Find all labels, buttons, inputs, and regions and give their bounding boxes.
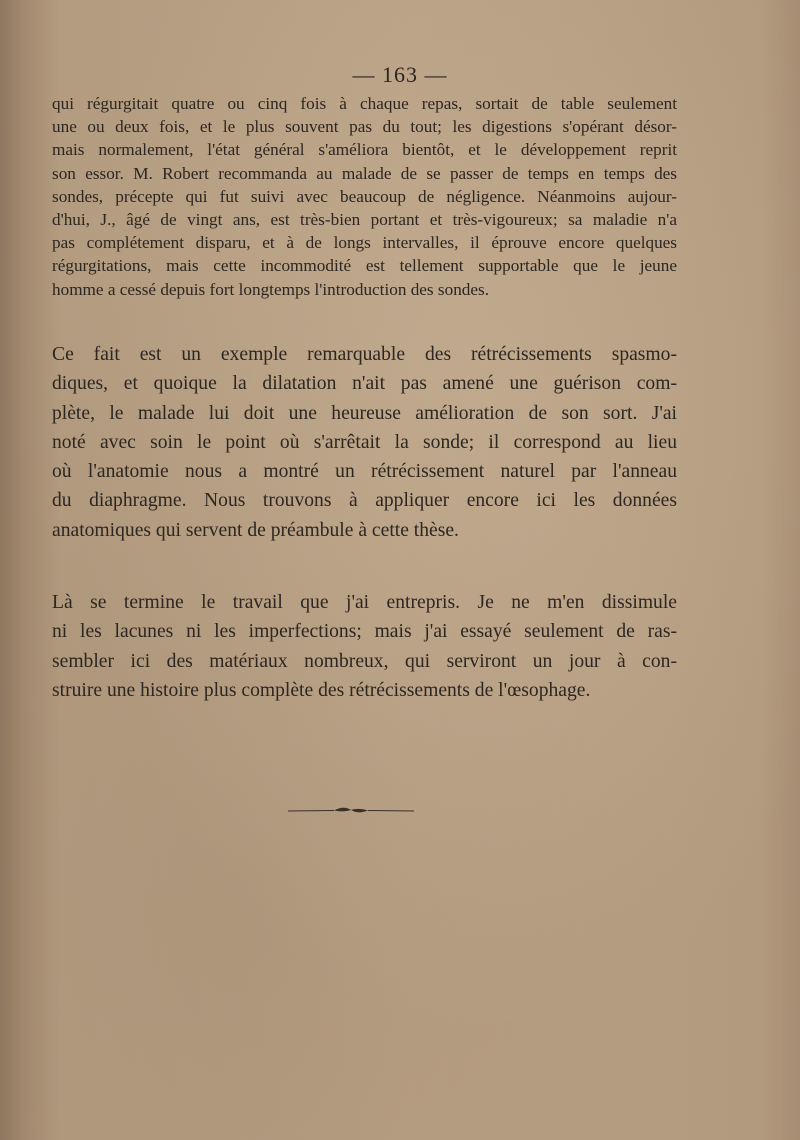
text-line: régurgitations, mais cette incommodité est tellement supportable que le jeune	[52, 256, 677, 276]
end-ornament	[286, 804, 416, 816]
text-line: diques, et quoique la dilatation n'ait pas amené une guérison com-	[52, 373, 677, 395]
text-line: une ou deux fois, et le plus souvent pas du tout; les digestions s'opérant désor-	[52, 117, 677, 137]
text-line: son essor. M. Robert recommanda au malade de se passer de temps en temps des	[52, 163, 677, 183]
text-line: homme a cessé depuis fort longtemps l'introduction des sondes.	[52, 279, 490, 299]
text-line: pas complétement disparu, et à de longs intervalles, il éprouve encore quelques	[52, 233, 677, 253]
paragraph-conclusion	[52, 588, 677, 705]
text-line: où l'anatomie nous a montré un rétrécissement naturel par l'anneau	[52, 461, 677, 483]
paragraph-case-report	[52, 92, 677, 301]
text-line: Ce fait est un exemple remarquable des rétrécissements spasmo-	[52, 344, 677, 365]
text-line: du diaphragme. Nous trouvons à appliquer encore ici les données	[52, 490, 677, 512]
text-line: plète, le malade lui doit une heureuse amélioration de son sort. J'ai	[52, 402, 677, 424]
paragraph-commentary	[52, 340, 677, 545]
text-line: Là se termine le travail que j'ai entrepris. Je ne m'en dissimule	[52, 592, 677, 613]
text-line: qui régurgitait quatre ou cinq fois à chaque repas, sortait de table seulement	[52, 94, 677, 113]
text-line: noté avec soin le point où s'arrêtait la sonde; il correspond au lieu	[52, 431, 677, 453]
text-line: struire une histoire plus complète des rétrécissements de l'œsophage.	[52, 679, 591, 701]
text-line: ni les lacunes ni les imperfections; mais j'ai essayé seulement de ras-	[52, 621, 677, 643]
text-line: d'hui, J., âgé de vingt ans, est très-bien portant et très-vigoureux; sa maladie n'a	[52, 210, 677, 230]
page-number: — 163 —	[352, 62, 448, 87]
text-line: mais normalement, l'état général s'améliora bientôt, et le développement reprit	[52, 140, 677, 160]
text-line: anatomiques qui servent de préambule à cette thèse.	[52, 519, 459, 541]
text-line: sembler ici des matériaux nombreux, qui serviront un jour à con-	[52, 650, 677, 672]
text-line: sondes, précepte qui fut suivi avec beaucoup de négligence. Néanmoins aujour-	[52, 186, 677, 206]
